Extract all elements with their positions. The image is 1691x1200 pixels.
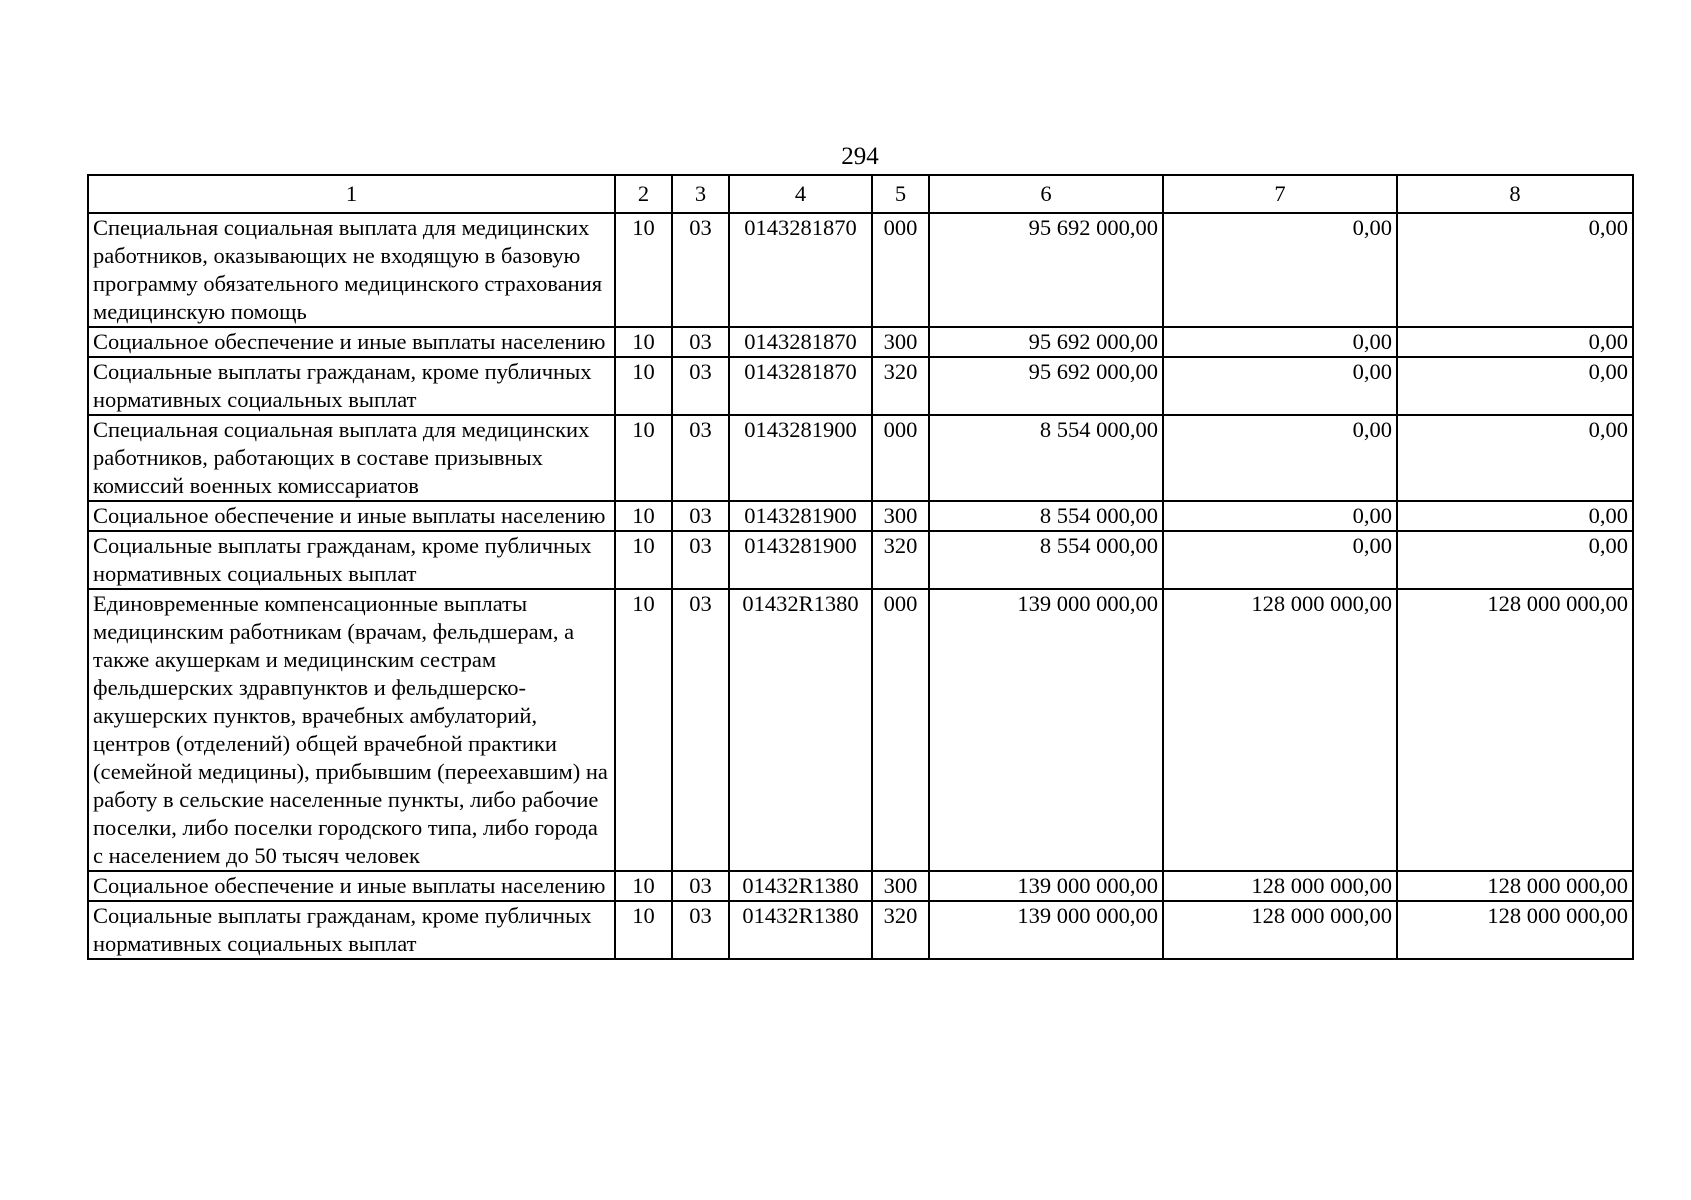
subsection-code-cell: 03 [672,871,729,901]
budget-table [87,174,1634,960]
amount-col6-cell: 95 692 000,00 [929,213,1163,327]
section-code-cell: 10 [615,901,672,959]
amount-col8-cell: 128 000 000,00 [1397,901,1633,959]
amount-col6-cell: 139 000 000,00 [929,901,1163,959]
header-cell-5: 5 [872,175,929,213]
row-name-cell: Социальные выплаты гражданам, кроме публичных нормативных социальных выплат [88,901,615,959]
header-row [88,175,1633,213]
section-code-cell: 10 [615,871,672,901]
header-cell-7: 7 [1163,175,1397,213]
row-name-cell: Специальная социальная выплата для медицинских работников, работающих в составе призывных комиссий военных комиссариатов [88,415,615,501]
row-name-cell: Социальное обеспечение и иные выплаты населению [88,871,615,901]
table-row [88,531,1633,589]
page-number: 294 [841,143,879,170]
target-article-cell: 01432R1380 [729,589,872,871]
table-row [88,357,1633,415]
amount-col7-cell: 0,00 [1163,357,1397,415]
amount-col6-cell: 139 000 000,00 [929,589,1163,871]
amount-col7-cell: 0,00 [1163,415,1397,501]
amount-col7-cell: 128 000 000,00 [1163,871,1397,901]
expense-type-cell: 300 [872,871,929,901]
subsection-code-cell: 03 [672,531,729,589]
row-name-cell: Специальная социальная выплата для медицинских работников, оказывающих не входящую в базовую программу обязательного медицинского страхования медицинскую помощь [88,213,615,327]
table-row [88,501,1633,531]
target-article-cell: 0143281900 [729,415,872,501]
table-row [88,589,1633,871]
target-article-cell: 0143281900 [729,531,872,589]
table-row [88,213,1633,327]
header-cell-2: 2 [615,175,672,213]
amount-col8-cell: 0,00 [1397,531,1633,589]
amount-col7-cell: 0,00 [1163,501,1397,531]
amount-col7-cell: 128 000 000,00 [1163,901,1397,959]
expense-type-cell: 000 [872,415,929,501]
section-code-cell: 10 [615,589,672,871]
expense-type-cell: 320 [872,531,929,589]
target-article-cell: 0143281900 [729,501,872,531]
amount-col8-cell: 128 000 000,00 [1397,871,1633,901]
header-cell-4: 4 [729,175,872,213]
amount-col7-cell: 0,00 [1163,531,1397,589]
header-cell-8: 8 [1397,175,1633,213]
header-cell-1: 1 [88,175,615,213]
amount-col7-cell: 0,00 [1163,327,1397,357]
subsection-code-cell: 03 [672,327,729,357]
amount-col8-cell: 0,00 [1397,501,1633,531]
row-name-cell: Социальное обеспечение и иные выплаты населению [88,501,615,531]
subsection-code-cell: 03 [672,357,729,415]
row-name-cell: Единовременные компенсационные выплаты медицинским работникам (врачам, фельдшерам, а также акушеркам и медицинским сестрам фельдшерских здравпунктов и фельдшерско-акушерских пунктов, врачебных амбулаторий, центров (отделений) общей врачебной практики (семейной медицины), прибывшим (переехавшим) на работу в сельские населенные пункты, либо рабочие поселки, либо поселки городского типа, либо города с населением до 50 тысяч человек [88,589,615,871]
table-row [88,901,1633,959]
expense-type-cell: 000 [872,213,929,327]
amount-col8-cell: 128 000 000,00 [1397,589,1633,871]
subsection-code-cell: 03 [672,415,729,501]
section-code-cell: 10 [615,501,672,531]
expense-type-cell: 000 [872,589,929,871]
amount-col7-cell: 128 000 000,00 [1163,589,1397,871]
target-article-cell: 0143281870 [729,357,872,415]
amount-col8-cell: 0,00 [1397,213,1633,327]
amount-col6-cell: 8 554 000,00 [929,501,1163,531]
amount-col8-cell: 0,00 [1397,415,1633,501]
amount-col6-cell: 8 554 000,00 [929,415,1163,501]
section-code-cell: 10 [615,357,672,415]
section-code-cell: 10 [615,213,672,327]
table-row [88,415,1633,501]
target-article-cell: 01432R1380 [729,901,872,959]
amount-col6-cell: 139 000 000,00 [929,871,1163,901]
section-code-cell: 10 [615,415,672,501]
amount-col8-cell: 0,00 [1397,327,1633,357]
table-row [88,871,1633,901]
amount-col6-cell: 95 692 000,00 [929,327,1163,357]
target-article-cell: 01432R1380 [729,871,872,901]
header-cell-6: 6 [929,175,1163,213]
section-code-cell: 10 [615,531,672,589]
row-name-cell: Социальные выплаты гражданам, кроме публичных нормативных социальных выплат [88,531,615,589]
target-article-cell: 0143281870 [729,327,872,357]
expense-type-cell: 300 [872,327,929,357]
amount-col6-cell: 95 692 000,00 [929,357,1163,415]
amount-col8-cell: 0,00 [1397,357,1633,415]
header-cell-3: 3 [672,175,729,213]
amount-col7-cell: 0,00 [1163,213,1397,327]
expense-type-cell: 320 [872,357,929,415]
target-article-cell: 0143281870 [729,213,872,327]
expense-type-cell: 320 [872,901,929,959]
subsection-code-cell: 03 [672,213,729,327]
subsection-code-cell: 03 [672,901,729,959]
table-row [88,327,1633,357]
amount-col6-cell: 8 554 000,00 [929,531,1163,589]
subsection-code-cell: 03 [672,589,729,871]
row-name-cell: Социальное обеспечение и иные выплаты населению [88,327,615,357]
section-code-cell: 10 [615,327,672,357]
row-name-cell: Социальные выплаты гражданам, кроме публичных нормативных социальных выплат [88,357,615,415]
subsection-code-cell: 03 [672,501,729,531]
expense-type-cell: 300 [872,501,929,531]
